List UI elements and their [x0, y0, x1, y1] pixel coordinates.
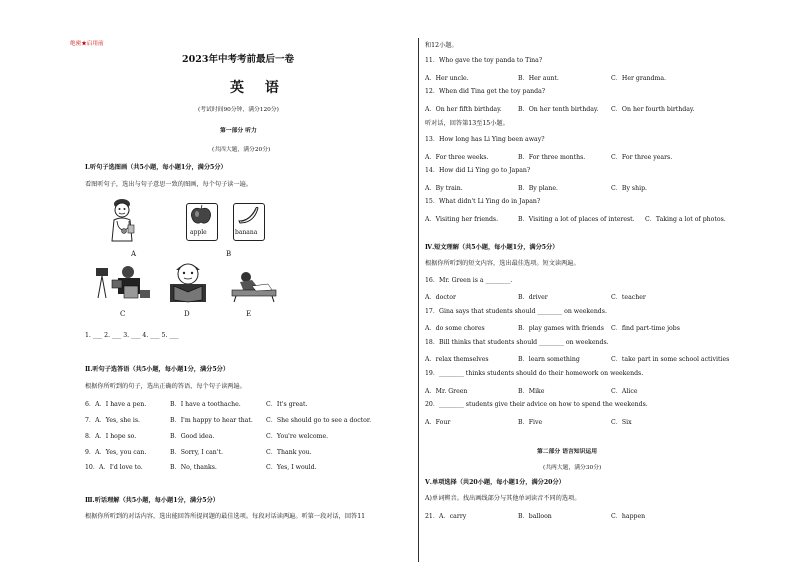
part2-note: (共两大题，满分30分) — [543, 465, 602, 471]
q15-option-c: C．Taking a lot of photos. — [645, 216, 726, 223]
question-14: 14．How did Li Ying go to Japan? — [425, 167, 531, 174]
q7-option-c: C．She should go to see a doctor. — [266, 417, 372, 424]
part2-title: 第二部分 语言知识运用 — [537, 449, 597, 455]
q11-option-a: A．Her uncle. — [425, 75, 469, 82]
part1-title: 第一部分 听力 — [220, 128, 257, 134]
q10-option-a: 10．A．I'd love to. — [85, 464, 143, 471]
q8-option-c: C．You're welcome. — [266, 433, 329, 440]
q14-option-a: A．By train. — [425, 185, 463, 192]
section5-sub-a: A)单词辨音。找出画线部分与其他单词读音不同的选项。 — [425, 495, 581, 502]
q17-option-a: A．do some chores — [425, 325, 485, 332]
q21-option-c: C．happen — [611, 513, 646, 520]
q6-option-c: C．It's great. — [266, 401, 308, 408]
q21-option-a: 21．A．carry — [425, 513, 467, 520]
section2-heading: Ⅱ.听句子选答语（共5小题，每小题1分，满分5分） — [85, 366, 230, 373]
q9-option-a: 9．A．Yes, you can. — [85, 449, 147, 456]
section3-heading: Ⅲ.听话理解（共5小题，每小题1分，满分5分） — [85, 497, 219, 504]
q7-option-b: B．I'm happy to hear that. — [170, 417, 253, 424]
section3-continuation: 和12小题。 — [425, 42, 458, 49]
q10-option-b: B．No, thanks. — [170, 464, 217, 471]
q20-option-c: C．Six — [611, 419, 632, 426]
q16-option-a: A．doctor — [425, 294, 456, 301]
q16-option-b: B．driver — [518, 294, 548, 301]
section1-instruction: 看图听句子，选出与句子意思一致的图画，每个句子读一遍。 — [85, 181, 253, 188]
q21-option-b: B．balloon — [518, 513, 552, 520]
picture-label-c: C — [120, 310, 126, 318]
section4-instruction: 根据你所听到的短文内容，选出最佳选项。短文读两遍。 — [425, 260, 580, 267]
dialog2-instruction: 听对话，回答第13至15小题。 — [425, 120, 509, 127]
question-12: 12．When did Tina get the toy panda? — [425, 88, 546, 95]
question-16: 16．Mr. Green is a ________. — [425, 277, 513, 284]
q15-option-b: B．Visiting a lot of places of interest. — [518, 216, 635, 223]
q17-option-c: C．find part-time jobs — [611, 325, 680, 332]
question-20: 20．________ students give their advice on how to spend the weekends. — [425, 401, 648, 408]
q19-option-b: B．Mike — [518, 388, 545, 395]
apple-icon — [189, 205, 213, 225]
question-18: 18．Bill thinks that students should ________ on weekends. — [425, 339, 609, 346]
subject-title: 英 语 — [230, 80, 287, 96]
question-17: 17．Gina says that students should ________ on weekends. — [425, 308, 607, 315]
q10-option-c: C．Yes, I would. — [266, 464, 317, 471]
picture-label-a: A — [131, 250, 137, 258]
picture-c-photographer — [94, 262, 152, 302]
q20-option-a: A．Four — [425, 419, 451, 426]
picture-label-e: E — [246, 310, 252, 318]
exam-title: 2023年中考考前最后一卷 — [182, 54, 294, 65]
q6-option-a: 6．A．I have a pen. — [85, 401, 147, 408]
section4-heading: Ⅳ.短文理解（共5小题，每小题1分，满分5分） — [425, 244, 559, 251]
q20-option-b: B．Five — [518, 419, 543, 426]
section3-instruction: 根据你所听到的对话内容，选出能回答所提问题的最佳选项。每段对话读两遍。听第一段对话，回答11 — [85, 513, 366, 520]
column-divider — [418, 38, 419, 562]
q7-option-a: 7．A．Yes, she is. — [85, 417, 141, 424]
picture-label-b: B — [226, 250, 232, 258]
banana-icon — [236, 205, 260, 225]
q13-option-c: C．For three years. — [611, 154, 673, 161]
question-11: 11．Who gave the toy panda to Tina? — [425, 57, 543, 64]
exam-info: (考试时间90分钟，满分120分) — [198, 107, 279, 113]
q18-option-c: C．take part in some school activities — [611, 356, 730, 363]
q13-option-a: A．For three weeks. — [425, 154, 489, 161]
picture-a-doctor — [104, 197, 140, 243]
apple-label: apple — [190, 229, 207, 236]
q9-option-c: C．Thank you. — [266, 449, 312, 456]
question-15: 15．What didn't Li Ying do in Japan? — [425, 198, 541, 205]
q17-option-b: B．play games with friends — [518, 325, 604, 332]
q15-option-a: A．Visiting her friends. — [425, 216, 499, 223]
part1-note: (共四大题，满分20分) — [212, 147, 271, 153]
q9-option-b: B．Sorry, I can't. — [170, 449, 223, 456]
q11-option-c: C．Her grandma. — [611, 75, 666, 82]
q12-option-b: B．On her tenth birthday. — [518, 106, 599, 113]
confidential-mark: 绝密★启用前 — [70, 41, 104, 47]
question-13: 13．How long has Li Ying been away? — [425, 136, 545, 143]
picture-label-d: D — [184, 310, 190, 318]
q16-option-c: C．teacher — [611, 294, 646, 301]
picture-e-writing — [230, 270, 278, 302]
right-column — [425, 0, 745, 562]
section2-instruction: 根据你所听到的句子，选出正确的答语，每个句子读两遍。 — [85, 383, 246, 390]
q13-option-b: B．For three months. — [518, 154, 586, 161]
q14-option-b: B．By plane. — [518, 185, 558, 192]
section5-heading: Ⅴ.单项选择（共20小题，每小题1分，满分20分） — [425, 479, 565, 486]
q6-option-b: B．I have a toothache. — [170, 401, 241, 408]
section1-heading: Ⅰ.听句子选图画（共5小题，每小题1分，满分5分） — [85, 164, 227, 171]
q18-option-b: B．learn something — [518, 356, 580, 363]
banana-label: banana — [235, 229, 258, 236]
q19-option-c: C．Alice — [611, 388, 638, 395]
q8-option-b: B．Good idea. — [170, 433, 215, 440]
q18-option-a: A．relax themselves — [425, 356, 489, 363]
q12-option-a: A．On her fifth birthday. — [425, 106, 502, 113]
q19-option-a: A．Mr. Green — [425, 388, 468, 395]
q11-option-b: B．Her aunt. — [518, 75, 559, 82]
left-column — [70, 0, 412, 562]
picture-d-reading-boy — [166, 258, 210, 304]
q12-option-c: C．On her fourth birthday. — [611, 106, 695, 113]
section1-answer-line: 1. ___ 2. ___ 3. ___ 4. ___ 5. ___ — [85, 332, 179, 339]
q8-option-a: 8．A．I hope so. — [85, 433, 137, 440]
question-19: 19．________ thinks students should do their homework on weekends. — [425, 370, 644, 377]
q14-option-c: C．By ship. — [611, 185, 647, 192]
